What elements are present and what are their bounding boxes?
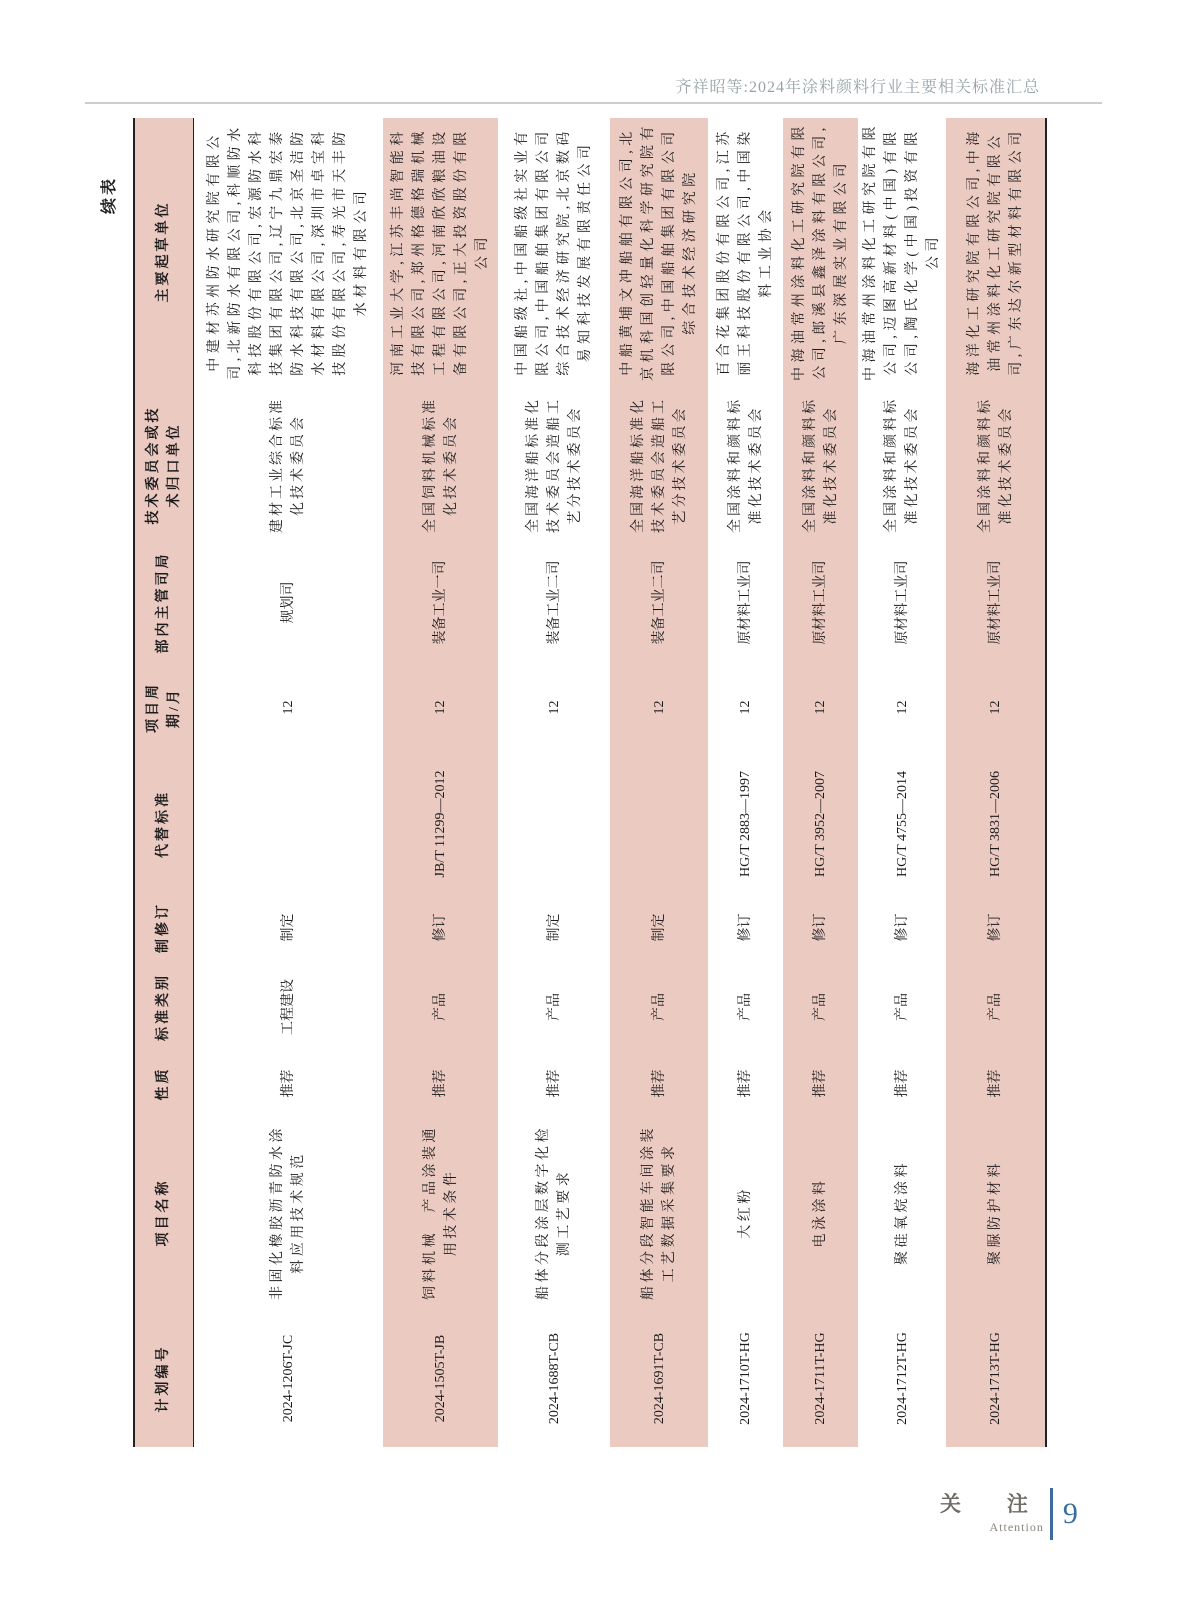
cell-project-name: 电泳涂料	[813, 1177, 828, 1248]
cell-drafters: 中海油常州涂料化工研究院有限公司,迈图高新材料(中国)有限公司,陶氏化学(中国)投资有限公司	[863, 122, 941, 381]
cell-plan-no: 2024-1711T-HG	[813, 1332, 828, 1425]
cell-plan-no: 2024-1688T-CB	[546, 1332, 562, 1425]
cell-revision: 修订	[433, 913, 448, 942]
table-row	[610, 118, 708, 1447]
cell-nature: 推荐	[738, 1069, 753, 1098]
cell-plan-no: 2024-1691T-CB	[651, 1332, 667, 1425]
cell-nature: 推荐	[280, 1069, 296, 1098]
cell-drafters: 中船黄埔文冲船舶有限公司,北京机科国创轻量化科学研究院有限公司,中国船舶集团有限公司综合技术经济研究院	[620, 122, 698, 381]
cell-cycle: 12	[433, 700, 448, 715]
cell-revision: 修订	[813, 913, 828, 942]
table-header	[134, 118, 193, 1447]
cell-cycle: 12	[651, 700, 667, 715]
col-header-drafters: 主要起草单位	[134, 118, 193, 385]
cell-replaced-standard: HG/T 3952—2007	[813, 771, 828, 877]
col-header-revision: 制修订	[134, 893, 193, 962]
cell-project-name: 饲料机械 产品涂装通用技术条件	[422, 1125, 459, 1300]
cell-drafters: 中国船级社,中国船级社实业有限公司,中国船舶集团有限公司综合技术经济研究院,北京数码易知科技发展有限责任公司	[515, 127, 593, 376]
cell-dept: 装备工业一司	[433, 560, 448, 645]
cell-plan-no: 2024-1206T-JC	[280, 1334, 296, 1423]
table-row	[383, 118, 498, 1447]
cell-nature: 推荐	[988, 1069, 1003, 1098]
cell-replaced-standard	[498, 755, 610, 893]
cell-replaced-standard: JB/T 11299—2012	[433, 770, 448, 878]
table-row	[783, 118, 858, 1447]
cell-category: 工程建设	[280, 979, 296, 1035]
cell-revision: 制定	[546, 913, 562, 942]
cell-committee: 全国涂料和颜料标准化技术委员会	[977, 397, 1014, 533]
cell-revision: 制定	[280, 913, 296, 942]
col-header-replaced-standard: 代替标准	[134, 755, 193, 893]
cell-committee: 全国涂料和颜料标准化技术委员会	[884, 397, 920, 533]
cell-cycle: 12	[738, 700, 753, 715]
cell-revision: 制定	[651, 913, 667, 942]
cell-drafters: 中建材苏州防水研究院有限公司,北新防水有限公司,科顺防水科技股份有限公司,宏源防水科技集团有限公司,辽宁九鼎宏泰防水科技有限公司,北京圣洁防水材料有限公司,深圳市卓宝科技股份有限公司,寿光市天丰防水材料有限公司	[207, 123, 370, 380]
col-header-category: 标准类别	[134, 962, 193, 1052]
cell-committee: 全国涂料和颜料标准化技术委员会	[727, 397, 764, 533]
header-row	[134, 118, 193, 1447]
cell-plan-no: 2024-1710T-HG	[738, 1332, 753, 1425]
page-footer	[940, 1488, 1078, 1540]
cell-cycle: 12	[280, 700, 296, 715]
col-header-project-name: 项目名称	[134, 1115, 193, 1310]
rotated-table-wrapper	[133, 118, 1047, 1447]
cell-project-name: 非固化橡胶沥青防水涂料应用技术规范	[270, 1125, 307, 1300]
cell-committee: 全国饲料机械标准化技术委员会	[422, 397, 459, 533]
cell-replaced-standard: HG/T 4755—2014	[894, 771, 910, 877]
col-header-dept: 部内主管司局	[134, 545, 193, 660]
cell-revision: 修订	[988, 913, 1003, 942]
cell-nature: 推荐	[813, 1069, 828, 1098]
page-number: 9	[1062, 1497, 1078, 1530]
cell-cycle: 12	[546, 700, 562, 715]
cell-category: 产品	[651, 993, 667, 1021]
footer-section-subtitle: Attention	[989, 1520, 1044, 1534]
cell-plan-no: 2024-1505T-JB	[433, 1334, 448, 1423]
cell-project-name: 船体分段涂层数字化检测工艺要求	[536, 1125, 572, 1300]
cell-revision: 修订	[738, 913, 753, 942]
running-head-rule	[85, 102, 1102, 104]
cell-dept: 规划司	[280, 581, 296, 624]
cell-dept: 原材料工业司	[813, 560, 828, 645]
cell-nature: 推荐	[651, 1069, 667, 1098]
footer-divider-bar	[1050, 1488, 1053, 1540]
table-row	[858, 118, 946, 1447]
cell-category: 产品	[433, 993, 448, 1021]
cell-category: 产品	[894, 993, 910, 1021]
col-header-nature: 性质	[134, 1052, 193, 1115]
cell-category: 产品	[988, 993, 1003, 1021]
table-row	[193, 118, 383, 1447]
col-header-cycle: 项目周期/月	[134, 660, 193, 755]
cell-replaced-standard	[610, 755, 708, 893]
cell-dept: 原材料工业司	[894, 560, 910, 645]
cell-drafters: 河南工业大学,江苏丰尚智能科技有限公司,郑州格德格瑞机械工程有限公司,河南欣欣粮油设备有限公司,正大投资股份有限公司	[391, 127, 490, 376]
cell-cycle: 12	[988, 700, 1003, 715]
cell-cycle: 12	[813, 700, 828, 715]
table-row	[946, 118, 1046, 1447]
cell-committee: 全国海洋船标准化技术委员会造船工艺分技术委员会	[630, 397, 688, 533]
cell-nature: 推荐	[433, 1069, 448, 1098]
cell-replaced-standard: HG/T 2883—1997	[738, 771, 753, 877]
cell-nature: 推荐	[546, 1069, 562, 1098]
cell-nature: 推荐	[894, 1069, 910, 1098]
continued-table-label: 续表	[101, 175, 118, 214]
cell-category: 产品	[546, 993, 562, 1021]
table-body	[193, 118, 1046, 1447]
col-header-plan-no: 计划编号	[134, 1310, 193, 1447]
cell-dept: 原材料工业司	[738, 560, 753, 645]
cell-replaced-standard	[193, 755, 383, 893]
table-row	[708, 118, 783, 1447]
table-row	[498, 118, 610, 1447]
cell-dept: 原材料工业司	[988, 560, 1003, 645]
cell-project-name: 聚脲防护材料	[988, 1160, 1003, 1265]
standards-table	[133, 118, 1047, 1447]
col-header-committee: 技术委员会或技术归口单位	[134, 385, 193, 545]
cell-category: 产品	[738, 993, 753, 1021]
cell-committee: 建材工业综合标准化技术委员会	[270, 397, 307, 533]
cell-project-name: 大红粉	[738, 1186, 753, 1239]
cell-drafters: 中海油常州涂料化工研究院有限公司,郎溪县鑫泽涂料有限公司,广东深展实业有限公司	[792, 122, 849, 381]
cell-dept: 装备工业二司	[546, 560, 562, 645]
cell-committee: 全国涂料和颜料标准化技术委员会	[802, 397, 839, 533]
cell-cycle: 12	[894, 700, 910, 715]
cell-project-name: 船体分段智能车间涂装工艺数据采集要求	[641, 1125, 677, 1300]
cell-plan-no: 2024-1713T-HG	[988, 1332, 1003, 1425]
cell-dept: 装备工业二司	[651, 560, 667, 645]
cell-drafters: 海洋化工研究院有限公司,中海油常州涂料化工研究院有限公司,广东达尔新型材料有限公司	[967, 127, 1024, 376]
cell-plan-no: 2024-1712T-HG	[894, 1332, 910, 1425]
cell-replaced-standard: HG/T 3831—2006	[988, 771, 1003, 877]
cell-revision: 修订	[894, 913, 910, 942]
cell-committee: 全国海洋船标准化技术委员会造船工艺分技术委员会	[525, 397, 583, 533]
cell-category: 产品	[813, 993, 828, 1021]
cell-project-name: 聚硅氧烷涂料	[894, 1160, 910, 1265]
cell-drafters: 百合花集团股份有限公司,江苏丽王科技股份有限公司,中国染料工业协会	[717, 127, 774, 376]
running-head: 齐祥昭等:2024年涂料颜料行业主要相关标准汇总	[675, 79, 1040, 96]
standards-table-area	[133, 118, 1041, 1447]
footer-section-title: 关 注	[940, 1493, 1048, 1516]
